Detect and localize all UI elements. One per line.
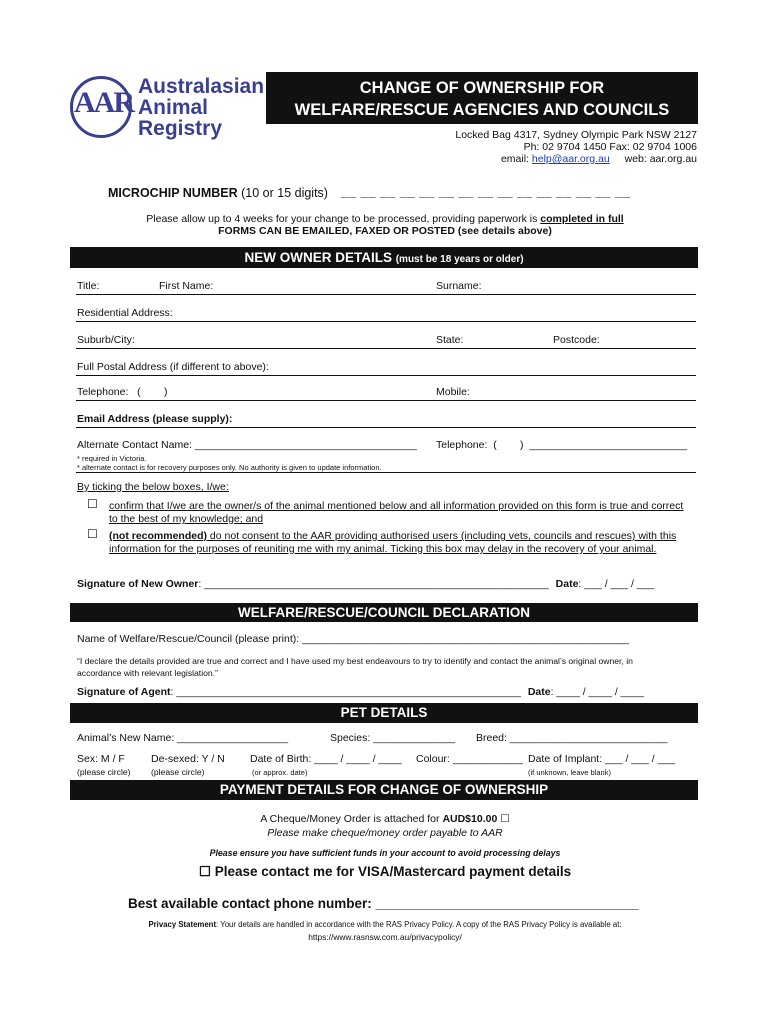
logo-wordmark [138,76,264,139]
logo-line-2: Animal [138,96,209,119]
suburb-row[interactable] [76,333,696,349]
notice-text: Please allow up to 4 weeks for your change to be processed, providing paperwork is [146,213,541,225]
owner-date-line: : ___ / ___ / ___ [578,578,655,590]
cheque-amount: AUD$10.00 [442,813,498,825]
no-consent-text-2: information for the purposes of reuniting me with my animal. Ticking this box may delay in the recovery of your animal. [109,543,657,555]
pet-details-heading: PET DETAILS [70,703,698,723]
telephone-field: Telephone: ( ) [77,386,168,398]
processing-notice [0,213,770,225]
surname-field: Surname: [436,280,482,292]
best-contact-phone-field[interactable]: Best available contact phone number: ___________________________________ [128,896,639,911]
agent-signature-label: Signature of Agent [77,686,171,698]
date-of-birth-field[interactable]: Date of Birth: ____ / ____ / ____ [250,753,402,765]
new-owner-heading-note: (must be 18 years or older) [395,254,524,265]
cheque-text: A Cheque/Money Order is attached for [260,813,443,825]
privacy-statement [0,920,770,929]
notice-emphasis: completed in full [540,213,624,225]
funds-notice: Please ensure you have sufficient funds in your account to avoid processing delays [209,848,561,858]
card-payment-checkbox[interactable]: ☐ Please contact me for VISA/Mastercard payment details [198,864,572,879]
privacy-label: Privacy Statement [148,920,217,929]
agent-date-line: : ____ / ____ / ____ [550,686,645,698]
species-field[interactable]: Species: ______________ [330,732,455,744]
alternate-contact-field[interactable]: Alternate Contact Name: ______________________________________ [77,439,417,451]
sex-note: (please circle) [77,767,131,777]
agent-date-label: Date [527,686,551,698]
consent-intro: By ticking the below boxes, I/we: [77,481,229,493]
owner-date-label: Date [555,578,579,590]
confirm-text-1: confirm that I/we are the owner/s of the animal mentioned below and all information provided on this form is true and correct [109,500,684,512]
confirm-text-2: to the best of my knowledge; and [109,513,264,525]
first-name-field: First Name: [159,280,214,292]
microchip-hint: (10 or 15 digits) [241,186,328,200]
confirm-checkbox[interactable]: ☐ [87,497,98,511]
cheque-payable-note: Please make cheque/money order payable to AAR [267,827,503,839]
privacy-url[interactable]: https://www.rasnsw.com.au/privacypolicy/ [308,932,462,942]
cheque-row [0,813,770,825]
title-field: Title: [77,280,100,292]
suburb-field: Suburb/City: [77,334,135,346]
new-owner-heading [70,247,698,268]
implant-date-field[interactable]: Date of Implant: ___ / ___ / ___ [528,753,676,765]
state-field: State: [436,334,464,346]
payment-heading: PAYMENT DETAILS FOR CHANGE OF OWNERSHIP [70,780,698,800]
declaration-quote-1: “I declare the details provided are true and correct and I have used my best endeavours to try to identify and contact the animal’s original owner, in [77,656,633,666]
cheque-checkbox[interactable]: ☐ [497,813,510,825]
sex-field[interactable]: Sex: M / F [77,753,125,765]
postcode-field: Postcode: [553,334,600,346]
form-title [266,72,698,124]
no-consent-line-1: do not consent to the AAR providing authorised users (including vets, councils and rescues) with this [207,530,677,542]
colour-field[interactable]: Colour: ____________ [416,753,523,765]
animal-new-name-field[interactable]: Animal’s New Name: ___________________ [77,732,289,744]
agent-signature-row[interactable] [77,686,644,698]
no-consent-checkbox[interactable]: ☐ [87,527,98,541]
web-address: web: aar.org.au [624,153,697,165]
microchip-input[interactable]: __ __ __ __ __ __ __ __ __ __ __ __ __ __ __ [341,184,631,199]
logo-letters: AAR [74,86,133,119]
owner-signature-label: Signature of New Owner [77,578,199,590]
desexed-field[interactable]: De-sexed: Y / N [151,753,225,765]
new-owner-heading-text: NEW OWNER DETAILS [244,250,392,265]
privacy-text: : Your details are handled in accordance with the RAS Privacy Policy. A copy of the RAS Privacy Policy is available at: [216,920,622,929]
owner-signature-row[interactable] [77,578,654,590]
desexed-note: (please circle) [151,767,205,777]
email-label: email: [500,153,532,165]
organisation-name-field[interactable]: Name of Welfare/Rescue/Council (please print): ________________________________________________________ [77,633,630,645]
declaration-quote-2: accordance with relevant legislation.” [77,668,218,678]
submission-notice: FORMS CAN BE EMAILED, FAXED OR POSTED (see details above) [218,225,552,237]
agent-signature-line: : ___________________________________________________________ [170,686,521,698]
alternate-telephone-field[interactable]: Telephone: ( ) ___________________________ [436,439,688,451]
declaration-heading: WELFARE/RESCUE/COUNCIL DECLARATION [70,603,698,622]
owner-signature-line: : ___________________________________________________________ [198,578,549,590]
logo-line-3: Registry [138,117,223,140]
footnote-victoria: * required in Victoria. [77,454,147,463]
title-line-2: WELFARE/RESCUE AGENCIES AND COUNCILS [294,101,670,119]
breed-field[interactable]: Breed: ___________________________ [476,732,668,744]
phone-row[interactable] [76,385,696,401]
contact-address: Locked Bag 4317, Sydney Olympic Park NSW 2127 [455,129,697,141]
footnote-alternate: * alternate contact is for recovery purposes only. No authority is given to update information. [77,463,382,472]
email-address-field: Email Address (please supply): [77,413,233,425]
contact-email-web [501,153,697,165]
residential-address-field: Residential Address: [77,307,173,319]
microchip-row [108,186,328,200]
not-recommended-label: (not recommended) [109,530,208,542]
date-of-birth-note: (or approx. date) [252,768,308,777]
implant-date-note: (if unknown, leave blank) [528,768,611,777]
email-link[interactable]: help@aar.org.au [531,153,610,165]
no-consent-text-1 [109,530,676,542]
contact-phone: Ph: 02 9704 1450 Fax: 02 9704 1006 [523,141,697,153]
microchip-label: MICROCHIP NUMBER [108,186,238,200]
mobile-field: Mobile: [436,386,470,398]
title-line-1: CHANGE OF OWNERSHIP FOR [359,79,605,97]
logo-line-1: Australasian [138,75,265,98]
postal-address-field: Full Postal Address (if different to above): [77,361,269,373]
